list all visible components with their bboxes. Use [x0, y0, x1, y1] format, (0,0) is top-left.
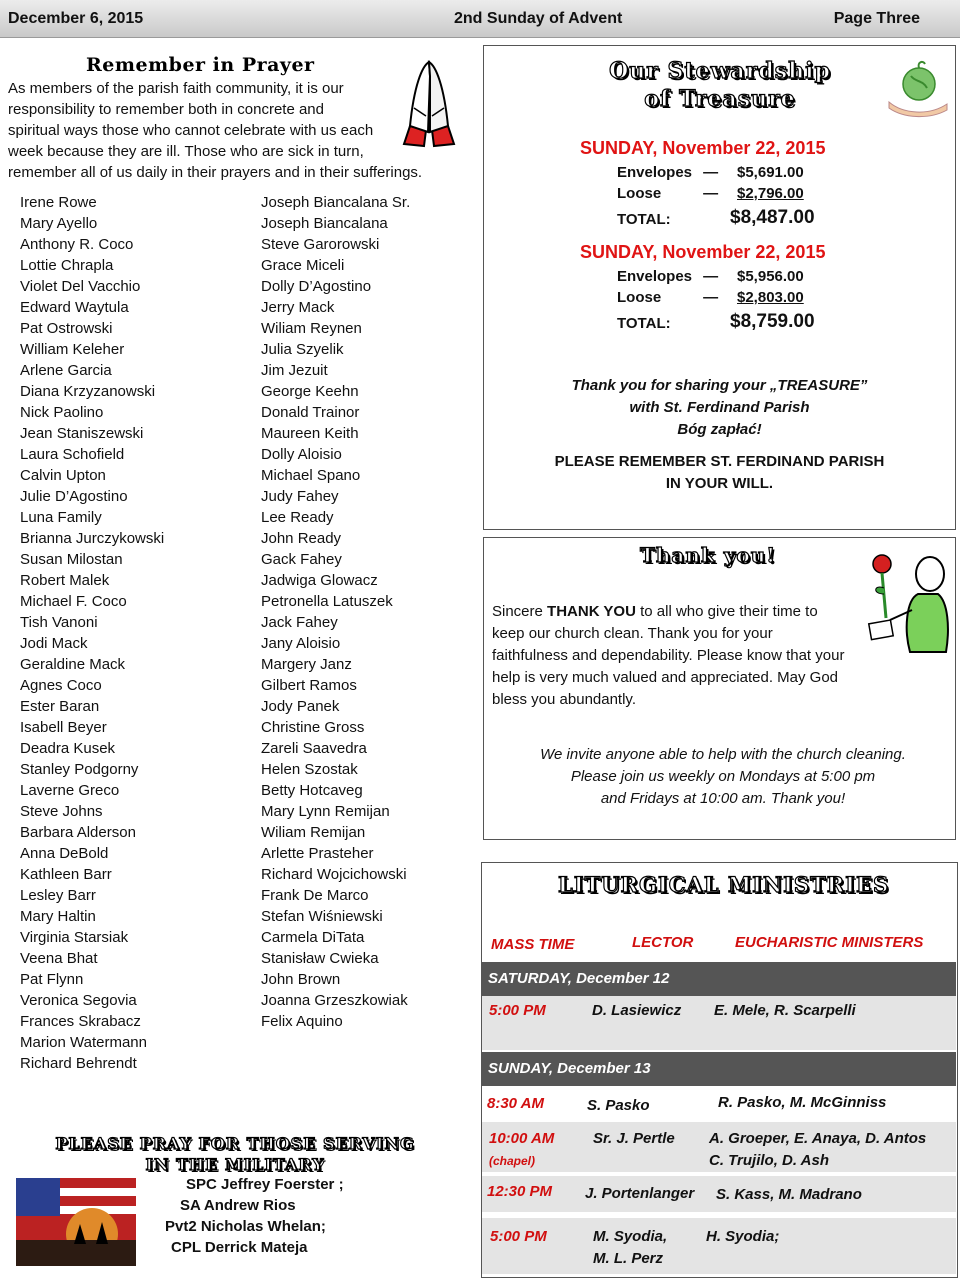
thank-you-text	[492, 601, 852, 711]
prayer-name: Barbara Alderson	[20, 824, 136, 841]
prayer-name: Joanna Grzeszkowiak	[261, 992, 408, 1009]
total-value: $8,487.00	[730, 207, 815, 228]
prayer-name: Christine Gross	[261, 719, 365, 736]
prayer-name: Richard Behrendt	[20, 1055, 137, 1072]
stewardship-title	[590, 57, 850, 113]
prayer-name: Isabell Beyer	[20, 719, 107, 736]
remember-in-will	[483, 451, 956, 495]
lector-name: J. Portenlanger	[585, 1185, 695, 1202]
prayer-name: Helen Szostak	[261, 761, 358, 778]
prayer-name: Betty Hotcaveg	[261, 782, 363, 799]
header-date: December 6, 2015	[8, 10, 144, 27]
prayer-name: Julie D’Agostino	[20, 488, 128, 505]
prayer-name: Felix Aquino	[261, 1013, 343, 1030]
saturday-band: SATURDAY, December 12	[482, 962, 956, 996]
invite-line: and Fridays at 10:00 am. Thank you!	[600, 790, 846, 807]
prayer-name: Luna Family	[20, 509, 102, 526]
mass-time: 5:00 PM	[490, 1228, 547, 1245]
loose-label: Loose	[617, 289, 662, 306]
prayer-name: Susan Milostan	[20, 551, 123, 568]
prayer-name: Joseph Biancalana	[261, 215, 388, 232]
mass-time: 5:00 PM	[489, 1002, 546, 1019]
envelopes-value: $5,956.00	[737, 268, 804, 285]
thank-you-text-post: to all who give their time to keep our church clean. Thank you for your faithfulness and dependability. Please know that your help is very much valued and appreciated. May God bless you abundantly.	[492, 603, 845, 708]
prayer-name: Jadwiga Glowacz	[261, 572, 378, 589]
globe-hand-icon	[883, 58, 953, 118]
loose-row	[617, 289, 739, 306]
prayer-name: Joseph Biancalana Sr.	[261, 194, 411, 211]
loose-row	[617, 185, 739, 202]
praying-hands-icon	[400, 56, 458, 148]
military-title-line: PLEASE PRAY FOR THOSE SERVING	[55, 1134, 415, 1153]
prayer-name: Jany Aloisio	[261, 635, 341, 652]
prayer-name: Marion Watermann	[20, 1034, 147, 1051]
stewardship-title-line: of Treasure	[644, 86, 796, 112]
stewardship-week-heading: SUNDAY, November 22, 2015	[580, 242, 826, 262]
prayer-name: Gack Fahey	[261, 551, 342, 568]
invite-line: Please join us weekly on Mondays at 5:00 pm	[570, 768, 876, 785]
thank-you-title: Thank you!	[640, 543, 777, 567]
prayer-name: Frances Skrabacz	[20, 1013, 141, 1030]
prayer-name: Carmela DiTata	[261, 929, 365, 946]
prayer-names-left	[20, 192, 164, 1074]
ministers-names: C. Trujilo, D. Ash	[709, 1152, 830, 1169]
prayer-name: Julia Szyelik	[261, 341, 344, 358]
prayer-name: Irene Rowe	[20, 194, 97, 211]
prayer-name: Dolly Aloisio	[261, 446, 342, 463]
prayer-name: Deadra Kusek	[20, 740, 116, 757]
dash: —	[703, 164, 719, 181]
prayer-name: Wiliam Remijan	[261, 824, 366, 841]
liturgical-title: LITURGICAL MINISTRIES	[558, 872, 890, 897]
prayer-name: Maureen Keith	[261, 425, 359, 442]
envelopes-value: $5,691.00	[737, 164, 804, 181]
prayer-name: Kathleen Barr	[20, 866, 112, 883]
sunday-band: SUNDAY, December 13	[482, 1052, 956, 1086]
prayer-names-right	[261, 192, 410, 1032]
prayer-intro-line: As members of the parish faith community, it is our	[8, 80, 344, 97]
military-title-line: IN THE MILITARY	[145, 1155, 325, 1174]
loose-value: $2,796.00	[737, 185, 804, 202]
prayer-name: Pat Flynn	[20, 971, 84, 988]
prayer-name: Judy Fahey	[261, 488, 339, 505]
prayer-name: Anthony R. Coco	[20, 236, 134, 253]
envelopes-label: Envelopes	[617, 268, 693, 285]
mass-time: 10:00 AM	[489, 1130, 555, 1147]
page-header	[0, 0, 960, 38]
prayer-name: Virginia Starsiak	[20, 929, 129, 946]
mass-time: 12:30 PM	[487, 1183, 553, 1200]
prayer-intro-line: week because they are ill. Those who are sick in turn,	[8, 143, 364, 160]
prayer-name: Richard Wojcichowski	[261, 866, 407, 883]
total-label: TOTAL:	[617, 211, 671, 228]
prayer-name: Lee Ready	[261, 509, 334, 526]
stewardship-title-line: Our Stewardship	[609, 58, 831, 84]
header-title: 2nd Sunday of Advent	[454, 10, 623, 27]
stewardship-week-heading: SUNDAY, November 22, 2015	[580, 138, 826, 158]
col-eucharistic-ministers: EUCHARISTIC MINISTERS	[735, 934, 924, 951]
prayer-name: Laura Schofield	[20, 446, 125, 463]
prayer-name: Zareli Saavedra	[261, 740, 367, 757]
prayer-name: Mary Ayello	[20, 215, 98, 232]
prayer-name: George Keehn	[261, 383, 359, 400]
military-name: SA Andrew Rios	[180, 1197, 296, 1214]
prayer-name: Donald Trainor	[261, 404, 360, 421]
prayer-name: Mary Haltin	[20, 908, 96, 925]
lector-name: M. Syodia,	[593, 1228, 668, 1245]
envelopes-row	[617, 268, 739, 285]
prayer-name: Jody Panek	[261, 698, 340, 715]
prayer-name: Michael F. Coco	[20, 593, 127, 610]
prayer-name: Steve Garorowski	[261, 236, 380, 253]
prayer-name: Arlene Garcia	[20, 362, 112, 379]
prayer-name: Stefan Wiśniewski	[261, 908, 383, 925]
dash: —	[703, 268, 719, 285]
mass-note: (chapel)	[489, 1154, 536, 1168]
prayer-name: Dolly D’Agostino	[261, 278, 372, 295]
prayer-name: Mary Lynn Remijan	[261, 803, 390, 820]
military-name: CPL Derrick Mateja	[171, 1239, 308, 1256]
treasure-thanks-line: Bóg zapłać!	[677, 421, 762, 438]
prayer-name: Jim Jezuit	[261, 362, 328, 379]
prayer-name: Frank De Marco	[261, 887, 369, 904]
military-names	[0, 1174, 344, 1258]
prayer-name: Edward Waytula	[20, 299, 129, 316]
cleaning-invite	[483, 744, 960, 810]
lector-name: Sr. J. Pertle	[593, 1130, 675, 1147]
ministers-names: A. Groeper, E. Anaya, D. Antos	[709, 1130, 927, 1147]
lector-name: M. L. Perz	[593, 1250, 664, 1267]
loose-label: Loose	[617, 185, 662, 202]
prayer-name: Jerry Mack	[261, 299, 335, 316]
prayer-name: John Brown	[261, 971, 341, 988]
prayer-intro-line: responsibility to remember both in concrete and	[8, 101, 324, 118]
remember-line: PLEASE REMEMBER ST. FERDINAND PARISH	[554, 453, 885, 470]
prayer-name: Jack Fahey	[261, 614, 338, 631]
treasure-thanks	[483, 375, 956, 441]
prayer-name: Steve Johns	[20, 803, 103, 820]
prayer-name: Wiliam Reynen	[261, 320, 362, 337]
prayer-name: Stanley Podgorny	[20, 761, 139, 778]
prayer-name: Pat Ostrowski	[20, 320, 113, 337]
prayer-name: Tish Vanoni	[20, 614, 98, 631]
thank-you-text-pre: Sincere	[492, 603, 548, 620]
prayer-name: Calvin Upton	[20, 467, 106, 484]
prayer-name: Violet Del Vacchio	[20, 278, 141, 295]
prayer-name: Nick Paolino	[20, 404, 104, 421]
col-lector: LECTOR	[632, 934, 694, 951]
total-value: $8,759.00	[730, 311, 815, 332]
remember-line: IN YOUR WILL.	[665, 475, 774, 492]
prayer-name: Robert Malek	[20, 572, 110, 589]
military-name: SPC Jeffrey Foerster ;	[186, 1176, 344, 1193]
prayer-title: Remember in Prayer	[86, 54, 315, 76]
prayer-name: Ester Baran	[20, 698, 100, 715]
military-title	[0, 1133, 470, 1175]
military-name: Pvt2 Nicholas Whelan;	[165, 1218, 326, 1235]
prayer-name: Lesley Barr	[20, 887, 96, 904]
loose-value: $2,803.00	[737, 289, 804, 306]
ministers-names: S. Kass, M. Madrano	[716, 1186, 862, 1203]
ministers-names: R. Pasko, M. McGinniss	[718, 1094, 887, 1111]
prayer-name: John Ready	[261, 530, 342, 547]
prayer-name: Laverne Greco	[20, 782, 120, 799]
ministers-names: H. Syodia;	[706, 1228, 780, 1245]
prayer-intro-line: remember all of us daily in their prayers and in their sufferings.	[8, 164, 423, 181]
prayer-name: Lottie Chrapla	[20, 257, 114, 274]
prayer-name: Veena Bhat	[20, 950, 98, 967]
envelopes-label: Envelopes	[617, 164, 693, 181]
dash: —	[703, 185, 719, 202]
lector-name: D. Lasiewicz	[592, 1002, 682, 1019]
prayer-name: Agnes Coco	[20, 677, 102, 694]
man-with-rose-icon	[860, 548, 956, 668]
prayer-name: Margery Janz	[261, 656, 352, 673]
prayer-name: Stanisław Cwieka	[261, 950, 379, 967]
prayer-name: Diana Krzyzanowski	[20, 383, 156, 400]
prayer-intro	[8, 78, 448, 183]
treasure-thanks-line: with St. Ferdinand Parish	[629, 399, 810, 416]
prayer-name: Veronica Segovia	[20, 992, 137, 1009]
lector-name: S. Pasko	[587, 1097, 650, 1114]
prayer-name: Petronella Latuszek	[261, 593, 393, 610]
prayer-intro-line: spiritual ways those who cannot celebrate with us each	[8, 122, 374, 139]
dash: —	[703, 289, 719, 306]
prayer-name: Michael Spano	[261, 467, 361, 484]
col-mass-time: MASS TIME	[491, 936, 575, 953]
treasure-thanks-line: Thank you for sharing your „TREASURE”	[571, 377, 868, 394]
ministers-names: E. Mele, R. Scarpelli	[714, 1002, 856, 1019]
prayer-name: Brianna Jurczykowski	[20, 530, 165, 547]
mass-time: 8:30 AM	[487, 1095, 544, 1112]
prayer-name: Grace Miceli	[261, 257, 345, 274]
prayer-name: Geraldine Mack	[20, 656, 126, 673]
prayer-name: Jean Staniszewski	[20, 425, 144, 442]
prayer-name: Arlette Prasteher	[261, 845, 374, 862]
thank-you-text-bold: THANK YOU	[547, 603, 636, 620]
prayer-name: William Keleher	[20, 341, 125, 358]
envelopes-row	[617, 164, 739, 181]
invite-line: We invite anyone able to help with the church cleaning.	[540, 746, 906, 763]
prayer-name: Gilbert Ramos	[261, 677, 357, 694]
header-page-number: Page Three	[833, 10, 920, 27]
prayer-name: Anna DeBold	[20, 845, 109, 862]
total-label: TOTAL:	[617, 315, 671, 332]
prayer-name: Jodi Mack	[20, 635, 88, 652]
